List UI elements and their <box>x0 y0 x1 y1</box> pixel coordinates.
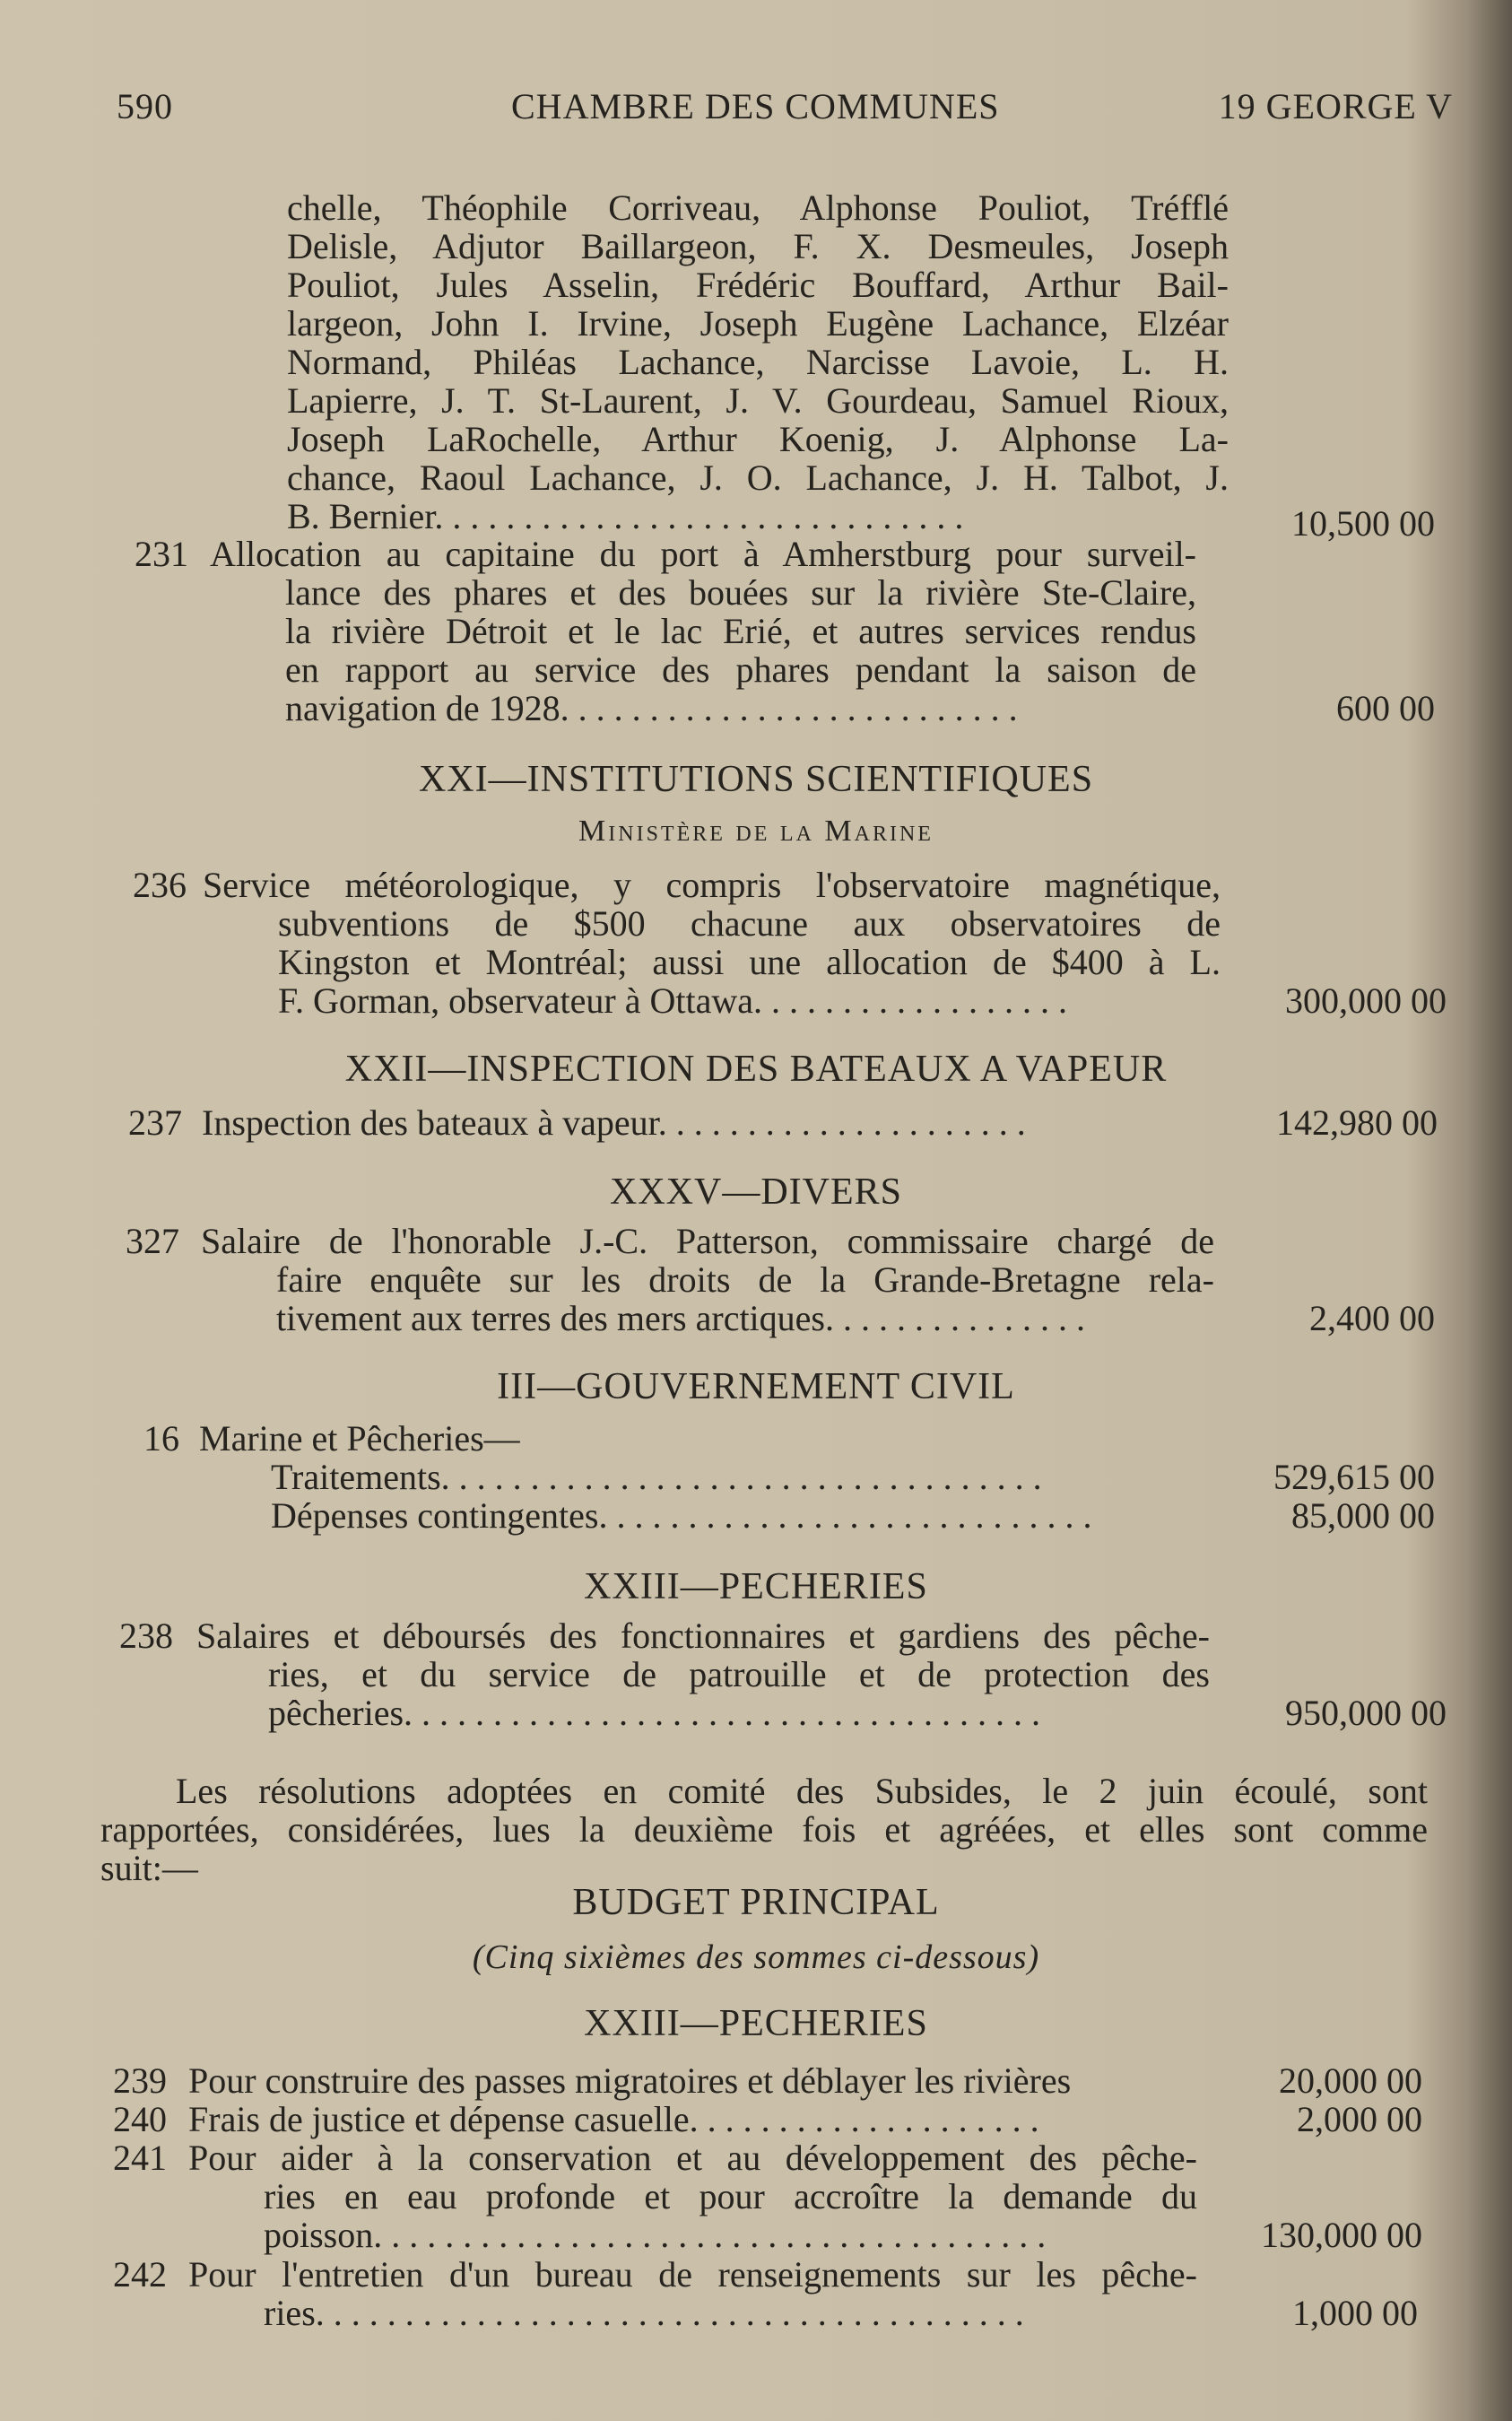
item-number: 236 <box>133 865 187 905</box>
amount: 85,000 00 <box>1291 1495 1435 1536</box>
description-line: tivement aux terres des mers arctiques. . . . . . . . . . . . . . . <box>276 1298 1085 1338</box>
amount: 130,000 00 <box>1261 2215 1422 2255</box>
page-header <box>117 85 1453 139</box>
description-line: poisson. . . . . . . . . . . . . . . . . . . . . . . . . . . . . . . . . . . . . . <box>264 2215 1047 2255</box>
amount: 20,000 00 <box>1279 2060 1422 2101</box>
paragraph-line: rapportées, considérées, lues la deuxième fois et agréées, et elles sont comme <box>100 1809 1428 1850</box>
paragraph-text <box>100 1772 1428 1887</box>
item-rows <box>271 1458 1212 1535</box>
section-heading: XXIII—PECHERIES <box>584 2003 928 2044</box>
paragraph-line: Les résolutions adoptées en comité des Subsides, le 2 juin écoulé, sont <box>176 1771 1428 1811</box>
item-number: 327 <box>126 1221 179 1261</box>
section-subheading: Ministère de la Marine <box>578 814 934 848</box>
description-line: ries en eau profonde et pour accroître la demande du <box>264 2176 1197 2216</box>
item-description <box>196 1616 1210 1732</box>
amount: 142,980 00 <box>1276 1102 1438 1143</box>
paragraph-line: suit:— <box>100 1848 198 1888</box>
description-line: ries, et du service de patrouille et de protection des <box>268 1654 1210 1694</box>
item-number: 239 <box>113 2060 167 2101</box>
description-line: ries. . . . . . . . . . . . . . . . . . . . . . . . . . . . . . . . . . . . . . . . <box>264 2293 1024 2333</box>
section-heading: XXXV—DIVERS <box>610 1171 902 1213</box>
description-line: Salaire de l'honorable J.-C. Patterson, commissaire chargé de <box>201 1221 1214 1261</box>
item-number: 240 <box>113 2099 167 2139</box>
section-heading: XXII—INSPECTION DES BATEAUX A VAPEUR <box>344 1049 1168 1090</box>
description-line: Pour l'entretien d'un bureau de renseignements sur les pêche- <box>188 2254 1197 2295</box>
amount: 529,615 00 <box>1273 1457 1435 1497</box>
item-description <box>202 1103 1215 1142</box>
amount: 2,400 00 <box>1309 1298 1435 1338</box>
description-line: Salaires et déboursés des fonctionnaires et gardiens des pêche- <box>196 1615 1210 1656</box>
item-description <box>188 2138 1197 2254</box>
description-line: pêcheries. . . . . . . . . . . . . . . . . . . . . . . . . . . . . . . . . . . . <box>268 1693 1041 1733</box>
item-description <box>188 2100 1197 2138</box>
reign-label: 19 GEORGE V <box>1218 86 1453 126</box>
item-number: 238 <box>119 1615 173 1656</box>
names-line: largeon, John I. Irvine, Joseph Eugène Lachance, Elzéar <box>287 303 1229 344</box>
description-line: Pour aider à la conservation et au développement des pêche- <box>188 2138 1197 2178</box>
amount: 10,500 00 <box>1291 503 1435 544</box>
description-line: F. Gorman, observateur à Ottawa. . . . . . . . . . . . . . . . . . <box>278 980 1067 1021</box>
amount: 2,000 00 <box>1297 2099 1422 2139</box>
names-line: Lapierre, J. T. St-Laurent, J. V. Gourdeau, Samuel Rioux, <box>287 380 1229 421</box>
amount: 300,000 00 <box>1285 980 1447 1021</box>
page-number: 590 <box>117 86 173 126</box>
amount: 1,000 00 <box>1292 2293 1418 2333</box>
amount: 950,000 00 <box>1285 1693 1447 1733</box>
section-heading: III—GOUVERNEMENT CIVIL <box>497 1366 1015 1407</box>
item-number: 237 <box>128 1102 182 1143</box>
names-line: B. Bernier. . . . . . . . . . . . . . . . . . . . . . . . . . . . . . <box>287 496 964 536</box>
item-description <box>203 866 1221 1020</box>
item-description <box>188 2255 1197 2332</box>
description-line: Inspection des bateaux à vapeur. . . . . . . . . . . . . . . . . . . . . <box>202 1102 1026 1143</box>
description-line: Frais de justice et dépense casuelle. . . . . . . . . . . . . . . . . . . . <box>188 2099 1039 2139</box>
item-description <box>188 2061 1197 2100</box>
names-line: Pouliot, Jules Asselin, Frédéric Bouffard, Arthur Bail- <box>287 265 1229 305</box>
item-label: Marine et Pêcheries— <box>199 1418 520 1459</box>
amount: 600 00 <box>1336 688 1435 728</box>
description-line: faire enquête sur les droits de la Grande-Bretagne rela- <box>276 1259 1214 1300</box>
page-title: CHAMBRE DES COMMUNES <box>511 86 1000 126</box>
budget-title: BUDGET PRINCIPAL <box>572 1882 940 1923</box>
description-line: navigation de 1928. . . . . . . . . . . . . . . . . . . . . . . . . . <box>285 688 1018 728</box>
description-line: lance des phares et des bouées sur la rivière Ste-Claire, <box>285 572 1196 613</box>
budget-subtitle: (Cinq sixièmes des sommes ci-dessous) <box>472 1938 1040 1976</box>
names-line: Delisle, Adjutor Baillargeon, F. X. Desmeules, Joseph <box>287 226 1229 266</box>
names-text <box>287 188 1229 536</box>
description-line: Kingston et Montréal; aussi une allocation de $400 à L. <box>278 942 1221 982</box>
item-number: 231 <box>135 534 188 574</box>
description-line: Service météorologique, y compris l'observatoire magnétique, <box>203 865 1221 905</box>
description-line: en rapport au service des phares pendant la saison de <box>285 649 1196 690</box>
description-line: la rivière Détroit et le lac Erié, et autres services rendus <box>285 611 1196 651</box>
row-label: Dépenses contingentes. . . . . . . . . . . . . . . . . . . . . . . . . . . . <box>271 1495 1092 1536</box>
section-heading: XXIII—PECHERIES <box>584 1566 928 1607</box>
names-line: Joseph LaRochelle, Arthur Koenig, J. Alphonse La- <box>287 419 1229 459</box>
item-description <box>210 535 1196 727</box>
names-line: chelle, Théophile Corriveau, Alphonse Pouliot, Tréfflé <box>287 187 1229 228</box>
names-line: chance, Raoul Lachance, J. O. Lachance, J. H. Talbot, J. <box>287 457 1229 498</box>
description-line: Pour construire des passes migratoires et déblayer les rivières <box>188 2060 1072 2101</box>
names-line: Normand, Philéas Lachance, Narcisse Lavoie, L. H. <box>287 342 1229 382</box>
item-description <box>201 1222 1214 1337</box>
section-heading: XXI—INSTITUTIONS SCIENTIFIQUES <box>418 759 1094 800</box>
item-number: 242 <box>113 2254 167 2295</box>
description-line: subventions de $500 chacune aux observatoires de <box>278 903 1221 944</box>
description-line: Allocation au capitaine du port à Amherstburg pour surveil- <box>210 534 1196 574</box>
row-label: Traitements. . . . . . . . . . . . . . . . . . . . . . . . . . . . . . . . . . <box>271 1457 1042 1497</box>
item-number: 16 <box>143 1418 179 1459</box>
item-number: 241 <box>113 2138 167 2178</box>
